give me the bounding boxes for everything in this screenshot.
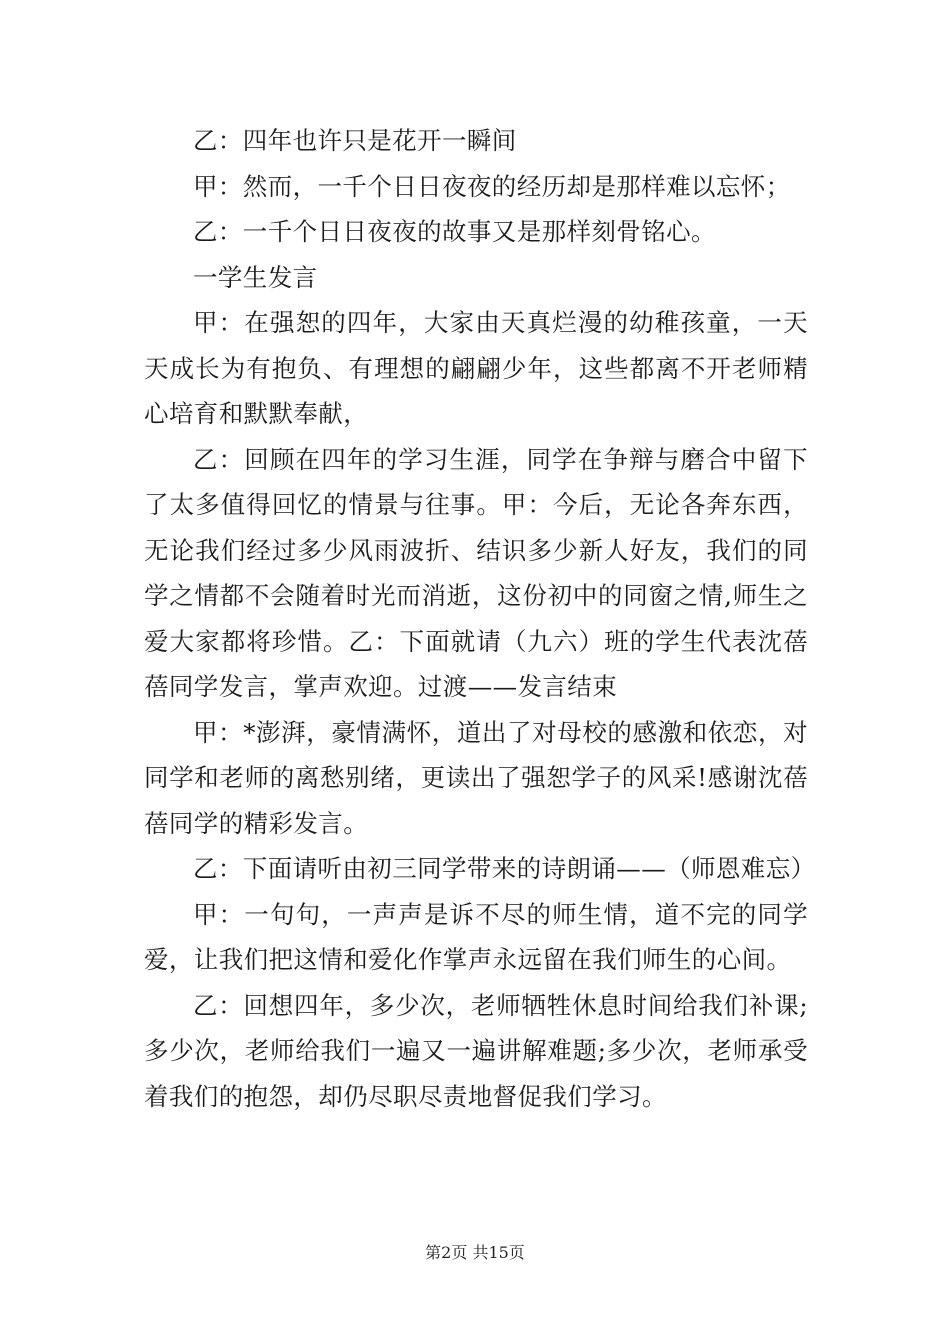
document-body xyxy=(144,118,816,1119)
paragraph-6: 乙：回顾在四年的学习生涯，同学在争辩与磨合中留下了太多值得回忆的情景与往事。甲：今后，无论各奔东西，无论我们经过多少风雨波折、结识多少新人好友，我们的同学之情都不会随着时光而消逝，这份初中的同窗之情,师生之爱大家都将珍惜。乙：下面就请（九六）班的学生代表沈蓓蓓同学发言，掌声欢迎。过渡——发言结束 xyxy=(144,444,808,701)
section-heading: 一学生发言 xyxy=(193,262,318,292)
paragraph-2: 甲：然而，一千个日日夜夜的经历却是那样难以忘怀； xyxy=(193,171,791,201)
paragraph-1: 乙：四年也许只是花开一瞬间 xyxy=(193,126,517,155)
paragraph-9: 甲：一句句，一声声是诉不尽的师生情，道不完的同学爱，让我们把这情和爱化作掌声永远留在我们师生的心间。 xyxy=(144,899,808,974)
page-number-footer: 第2页 共15页 xyxy=(425,1243,525,1262)
paragraph-5: 甲：在强恕的四年，大家由天真烂漫的幼稚孩童，一天天成长为有抱负、有理想的翩翩少年，这些都离不开老师精心培育和默默奉献， xyxy=(144,308,808,428)
paragraph-3: 乙：一千个日日夜夜的故事又是那样刻骨铭心。 xyxy=(193,217,716,246)
paragraph-10: 乙：回想四年，多少次，老师牺牲休息时间给我们补课;多少次，老师给我们一遍又一遍讲解难题;多少次，老师承受着我们的抱怨，却仍尽职尽责地督促我们学习。 xyxy=(144,990,808,1111)
paragraph-8: 乙：下面请听由初三同学带来的诗朗诵——（师恩难忘） xyxy=(193,854,816,883)
paragraph-7: 甲：*澎湃，豪情满怀，道出了对母校的感激和依恋，对同学和老师的离愁别绪，更读出了强恕学子的风采!感谢沈蓓蓓同学的精彩发言。 xyxy=(144,717,808,838)
